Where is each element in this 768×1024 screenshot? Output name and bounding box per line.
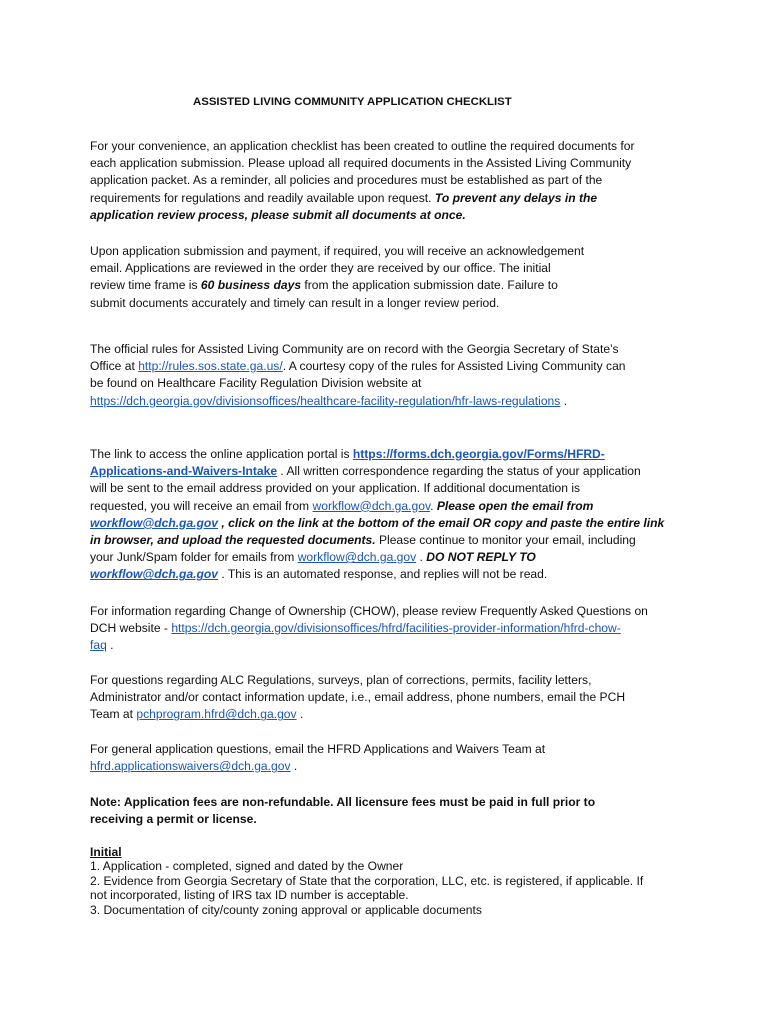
text-span: Office at [90,359,139,374]
intro-paragraph [90,138,690,224]
list-item: 3. Documentation of city/county zoning approval or applicable documents [90,902,482,917]
text-line [90,393,690,410]
text-line [90,637,690,654]
text-line: be found on Healthcare Facility Regulation Division website at [90,376,422,391]
note-line: Note: Application fees are non-refundable. All licensure fees must be paid in full prior to [90,795,596,809]
workflow-email-link[interactable]: workflow@dch.ga.gov [312,498,431,513]
application-portal-link[interactable]: https://forms.dch.georgia.gov/Forms/HFRD- [352,447,605,461]
text-line [90,277,690,294]
workflow-email-link[interactable]: workflow@dch.ga.gov [297,550,417,565]
text-line: The official rules for Assisted Living Community are on record with the Georgia Secretary of State’s [90,342,619,356]
page-title: ASSISTED LIVING COMMUNITY APPLICATION CHECKLIST [193,96,512,108]
text-line: For questions regarding ALC Regulations, surveys, plan of corrections, permits, facility letters, [90,673,592,687]
text-span: review time frame is [90,278,201,293]
text-span: . [416,550,427,565]
emphasis-text: To prevent any delays in the [434,190,598,205]
text-span: your Junk/Spam folder for emails from [90,550,298,565]
text-line [90,358,690,375]
emphasis-text: in browser, and upload the requested documents. [90,532,376,547]
application-portal-link-cont[interactable]: Applications-and-Waivers-Intake [90,464,278,479]
text-span: Team at [90,707,137,722]
text-line [90,532,690,549]
text-line: For general application questions, email the HFRD Applications and Waivers Team at [90,742,546,756]
initial-heading: Initial [90,845,122,859]
chow-faq-link-cont[interactable]: faq [90,638,107,653]
text-line: For your convenience, an application checklist has been created to outline the required documents for [90,139,635,153]
workflow-email-link[interactable]: workflow@dch.ga.gov [90,567,219,582]
text-span: . A courtesy copy of the rules for Assisted Living Community can [282,359,626,374]
workflow-email-link[interactable]: workflow@dch.ga.gov [90,515,219,530]
pch-program-email-link[interactable]: pchprogram.hfrd@dch.ga.gov [136,707,297,722]
portal-paragraph [90,446,690,584]
text-span: . [290,759,298,774]
emphasis-text: DO NOT REPLY TO [426,550,536,565]
text-line: Upon application submission and payment, if required, you will receive an acknowledgement [90,244,585,258]
text-line [90,620,690,637]
list-item-cont: not incorporated, listing of IRS tax ID number is acceptable. [90,888,409,903]
text-span: The link to access the online application portal is [90,447,353,461]
text-line [90,706,690,723]
text-line [90,549,690,566]
text-span: requirements for regulations and readily available upon request. [90,190,435,205]
text-span: . [296,707,304,722]
text-span: . [560,393,568,408]
general-questions-paragraph [90,741,690,775]
list-item: 2. Evidence from Georgia Secretary of State that the corporation, LLC, etc. is registered, if applicable. If [90,873,644,888]
chow-faq-link[interactable]: https://dch.georgia.gov/divisionsoffices/hfrd/facilities-provider-information/hfrd-chow- [171,621,621,636]
regulations-paragraph [90,672,690,724]
review-days-text: 60 business days [200,278,302,293]
text-line [90,498,690,515]
text-line: will be sent to the email address provided on your application. If additional documentation is [90,481,581,496]
text-line: Administrator and/or contact information update, i.e., email address, phone numbers, email the PCH [90,690,626,705]
list-item: 1. Application - completed, signed and dated by the Owner [90,859,404,874]
text-line: each application submission. Please upload all required documents in the Assisted Living Community [90,156,632,171]
emphasis-text: Please open the email from [436,498,594,513]
text-line: application packet. As a reminder, all policies and procedures must be established as part of the [90,173,603,188]
note-line: receiving a permit or license. [90,812,257,827]
text-line [90,190,690,207]
applications-waivers-email-link[interactable]: hfrd.applicationswaivers@dch.ga.gov [90,759,291,774]
text-span: DCH website - [90,621,172,636]
text-span: from the application submission date. Failure to [301,278,558,293]
fees-note [90,794,690,828]
text-line [90,758,690,775]
text-line: For information regarding Change of Ownership (CHOW), please review Frequently Asked Questions on [90,604,648,618]
chow-paragraph [90,603,690,655]
text-line [90,515,690,532]
hfr-laws-regulations-link[interactable]: https://dch.georgia.gov/divisionsoffices/healthcare-facility-regulation/hfr-laws-regulations [90,393,561,408]
text-span: . [106,638,114,653]
text-line [90,566,690,583]
emphasis-line: application review process, please submit all documents at once. [90,207,466,222]
rules-sos-link[interactable]: http://rules.sos.state.ga.us/ [138,359,283,374]
text-span: . This is an automated response, and replies will not be read. [218,567,548,582]
text-line: email. Applications are reviewed in the order they are received by our office. The initial [90,261,551,276]
rules-paragraph [90,341,690,410]
review-paragraph [90,243,690,312]
text-line [90,446,690,463]
text-span: Please continue to monitor your email, including [375,532,636,547]
text-span: . All written correspondence regarding the status of your application [277,464,641,479]
text-line: submit documents accurately and timely can result in a longer review period. [90,295,500,310]
text-line [90,463,690,480]
text-span: requested, you will receive an email from [90,498,313,513]
initial-checklist [90,845,690,917]
text-span: . [430,498,437,513]
emphasis-text: , click on the link at the bottom of the email OR copy and paste the entire link [218,515,665,530]
